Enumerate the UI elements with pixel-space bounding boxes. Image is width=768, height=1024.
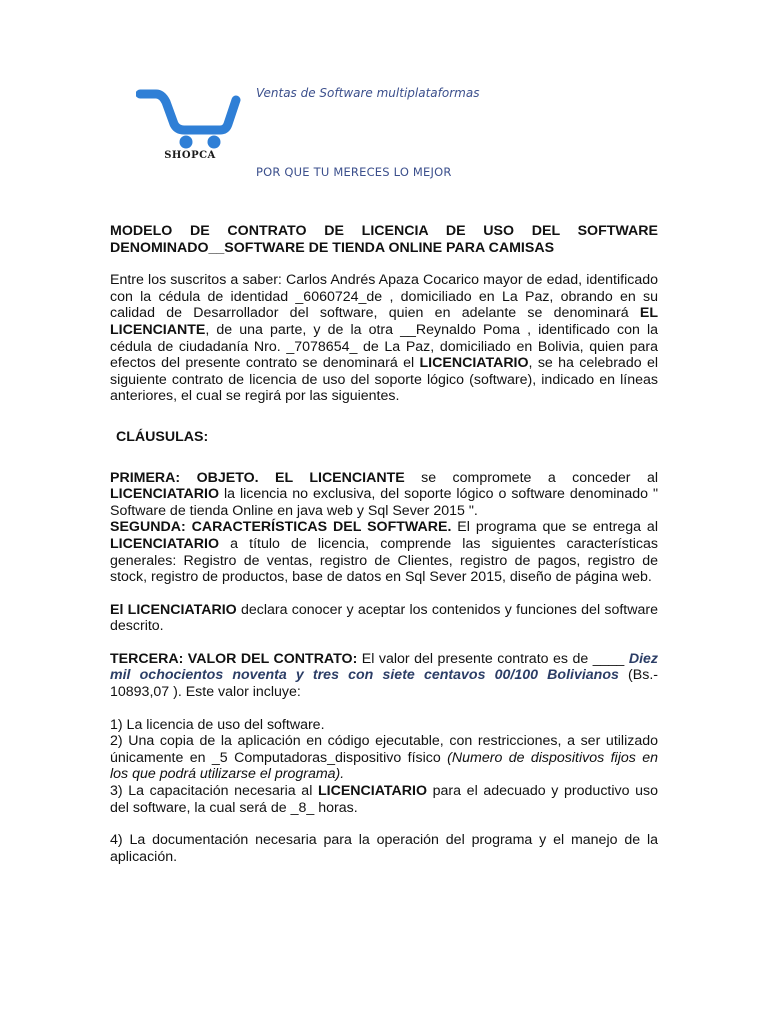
list-item: 3) La capacitación necesaria al LICENCIATARIO para el adecuado y productivo uso del software, la cual será de _8_ horas. xyxy=(110,783,658,816)
list-item: 2) Una copia de la aplicación en código ejecutable, con restricciones, a ser utilizado únicamente en _5 Computadoras_dispositivo físico (Numero de dispositivos fijos en los que podrá utilizarse el programa). xyxy=(110,733,659,783)
clause-primera: PRIMERA: OBJETO. EL LICENCIANTE se compromete a conceder al LICENCIATARIO la licencia no exclusiva, del soporte lógico o software denominado " Software de tienda Online en java web y Sql Sever 2015 ". xyxy=(110,469,658,519)
shopca-logo xyxy=(136,84,244,160)
shopping-cart-icon xyxy=(136,84,244,160)
declara-paragraph: El LICENCIATARIO declara conocer y aceptar los contenidos y funciones del software descrito. xyxy=(110,601,658,635)
company-tagline: Ventas de Software multiplataformas xyxy=(256,86,480,100)
clause-tercera: TERCERA: VALOR DEL CONTRATO: El valor del presente contrato es de ____ Diez mil ochocientos noventa y tres con siete centavos 00/100 Bolivianos (Bs.- 10893,07 ). Este valor incluye: xyxy=(110,650,659,701)
company-slogan: POR QUE TU MERECES LO MEJOR xyxy=(256,165,452,179)
list-item: 4) La documentación necesaria para la operación del programa y el manejo de la aplicación. xyxy=(110,832,658,865)
intro-paragraph: Entre los suscritos a saber: Carlos Andrés Apaza Cocarico mayor de edad, identificado con la cédula de identidad _6060724_de , domiciliado en La Paz, obrando en su calidad de Desarrollador del software, quien en adelante se denominará EL LICENCIANTE, de una parte, y de la otra __Reynaldo Poma , identificado con la cédula de ciudadanía Nro. _7078654_ de La Paz, domiciliado en Bolivia, quien para efectos del presente contrato se denominará el LICENCIATARIO, se ha celebrado el siguiente contrato de licencia de uso del soporte lógico (software), indicado en líneas anteriores, el cual se regirá por las siguientes. xyxy=(110,272,658,405)
logo-text: SHOPCA xyxy=(164,150,216,160)
contract-title: MODELO DE CONTRATO DE LICENCIA DE USO DEL SOFTWARE DENOMINADO__SOFTWARE DE TIENDA ONLINE PARA CAMISAS xyxy=(110,223,658,256)
licenciante-term: EL LICENCIANTE xyxy=(110,305,658,338)
contract-document xyxy=(110,223,658,865)
clause-segunda: SEGUNDA: CARACTERÍSTICAS DEL SOFTWARE. El programa que se entrega al LICENCIATARIO a título de licencia, comprende las siguientes características generales: Registro de ventas, registro de Clientes, registro de pagos, registro de stock, registro de productos, base de datos en Sql Sever 2015, diseño de página web. xyxy=(110,519,658,586)
contract-amount-text: Diez mil ochocientos noventa y tres con siete centavos 00/100 Bolivianos xyxy=(110,650,658,684)
licenciatario-term: LICENCIATARIO xyxy=(419,355,529,372)
clausulas-heading: CLÁUSULAS: xyxy=(116,428,209,445)
list-item: 1) La licencia de uso del software. xyxy=(110,716,325,733)
